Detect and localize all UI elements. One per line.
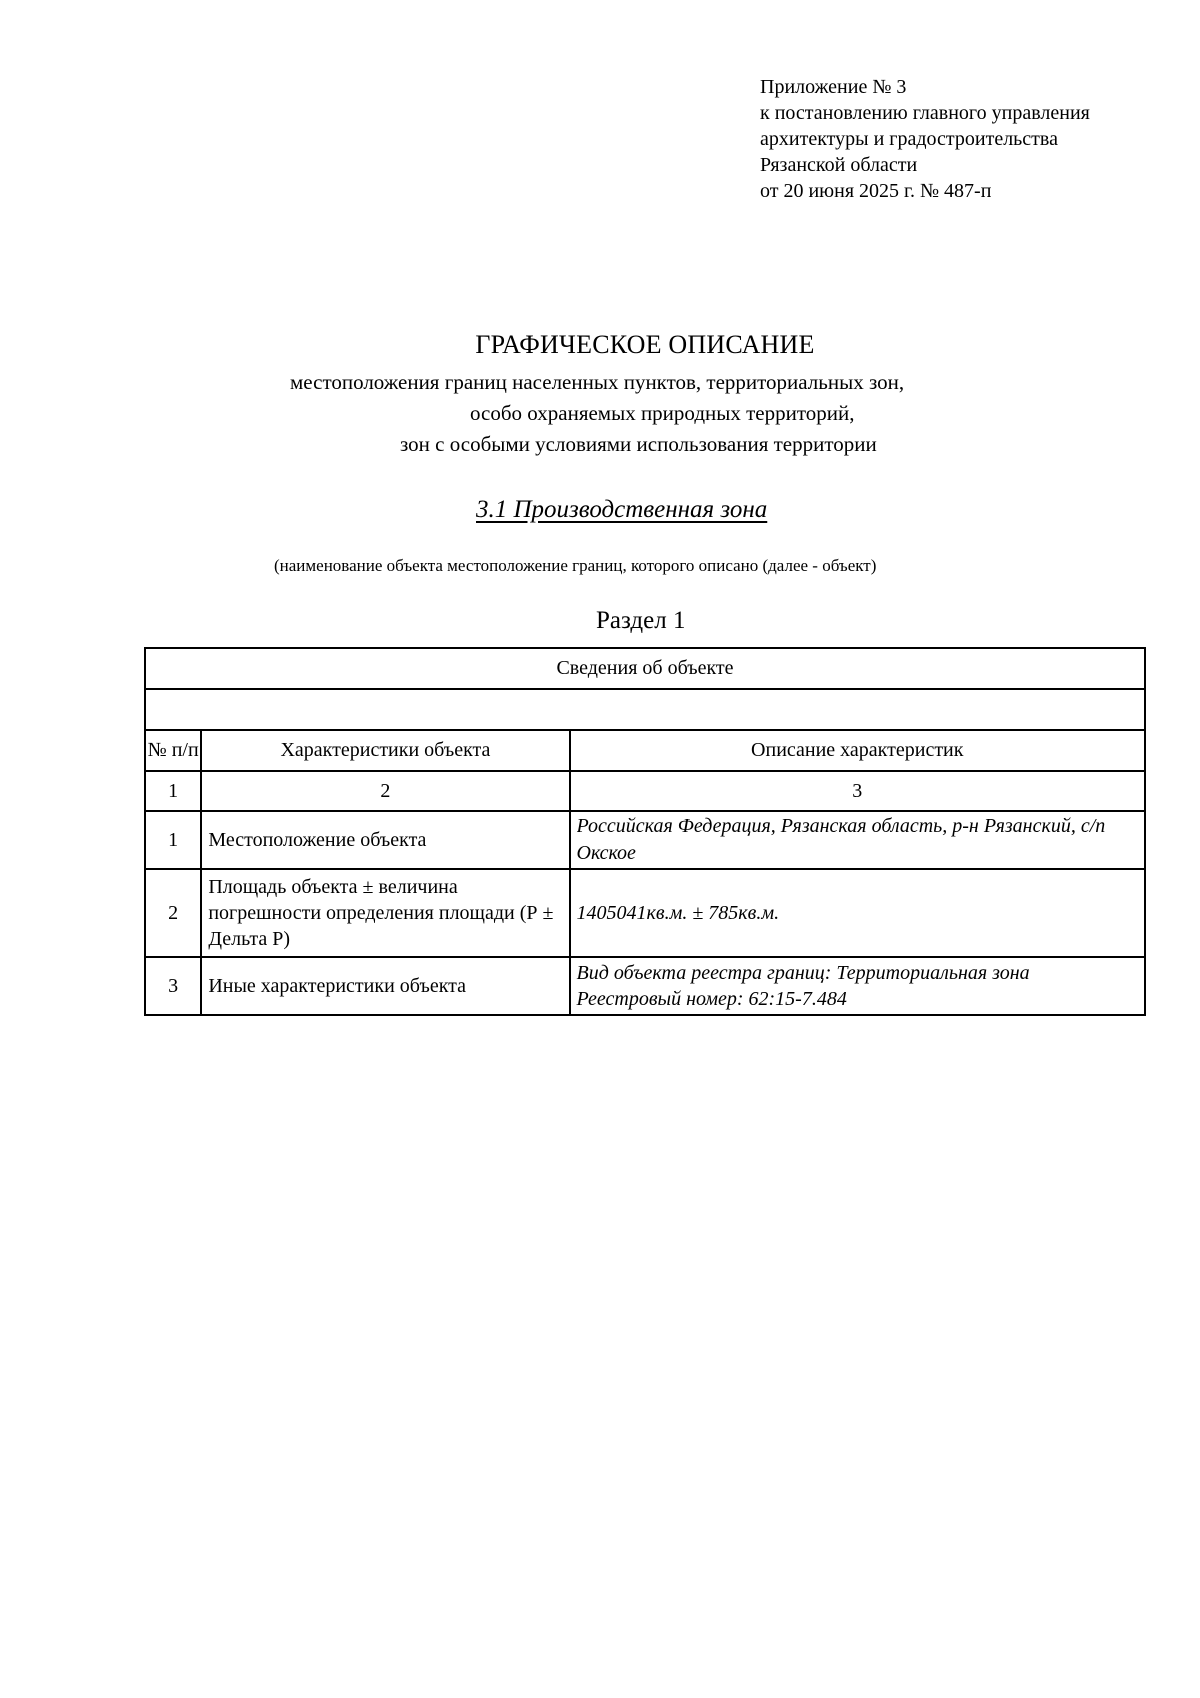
table-row: [145, 957, 1145, 1015]
object-name-caption: (наименование объекта местоположение границ, которого описано (далее - объект): [274, 556, 877, 575]
row-description-text: Российская Федерация, Рязанская область, р-н Рязанский, с/п Окское: [576, 815, 1106, 864]
row-number: 2: [145, 869, 201, 957]
empty-cell: [145, 689, 1145, 730]
attachment-line: Рязанской области: [760, 154, 918, 176]
subtitle-line: особо охраняемых природных территорий,: [470, 401, 855, 425]
attachment-line: от 20 июня 2025 г. № 487-п: [760, 180, 992, 202]
table-header-row: [145, 730, 1145, 771]
attachment-header: [760, 74, 1090, 204]
object-info-table: [144, 647, 1146, 1016]
table-caption-row: [145, 648, 1145, 689]
row-description: 1405041кв.м. ± 785кв.м.: [570, 869, 1145, 957]
section-title: Раздел 1: [596, 607, 686, 634]
table-caption: Сведения об объекте: [145, 648, 1145, 689]
header-cell-description: Описание характеристик: [570, 730, 1145, 771]
subtitle-line: местоположения границ населенных пунктов, территориальных зон,: [290, 370, 905, 394]
table-row: [145, 869, 1145, 957]
header-cell-number: № п/п: [145, 730, 201, 771]
column-number-cell: 2: [201, 771, 569, 811]
row-number: 3: [145, 957, 201, 1015]
subtitle-line: зон с особыми условиями использования территории: [400, 432, 877, 456]
row-description: [570, 957, 1145, 1015]
row-number: 1: [145, 811, 201, 869]
row-description: [570, 811, 1145, 869]
attachment-line: к постановлению главного управления: [760, 102, 1090, 124]
row-characteristic: Иные характеристики объекта: [201, 957, 569, 1015]
table-empty-row: [145, 689, 1145, 730]
row-characteristic: Площадь объекта ± величина погрешности определения площади (Р ± Дельта Р): [201, 869, 569, 957]
column-number-cell: 3: [570, 771, 1145, 811]
row-description-line: Вид объекта реестра границ: Территориальная зона: [576, 962, 1030, 984]
header-cell-characteristic: Характеристики объекта: [201, 730, 569, 771]
document-title: ГРАФИЧЕСКОЕ ОПИСАНИЕ: [475, 330, 815, 359]
table-row: [145, 811, 1145, 869]
row-description-line: Реестровый номер: 62:15-7.484: [576, 988, 847, 1010]
column-number-row: [145, 771, 1145, 811]
object-name: 3.1 Производственная зона: [476, 496, 768, 523]
column-number-cell: 1: [145, 771, 201, 811]
attachment-line: архитектуры и градостроительства: [760, 128, 1058, 150]
row-characteristic: Местоположение объекта: [201, 811, 569, 869]
attachment-line: Приложение № 3: [760, 76, 907, 98]
